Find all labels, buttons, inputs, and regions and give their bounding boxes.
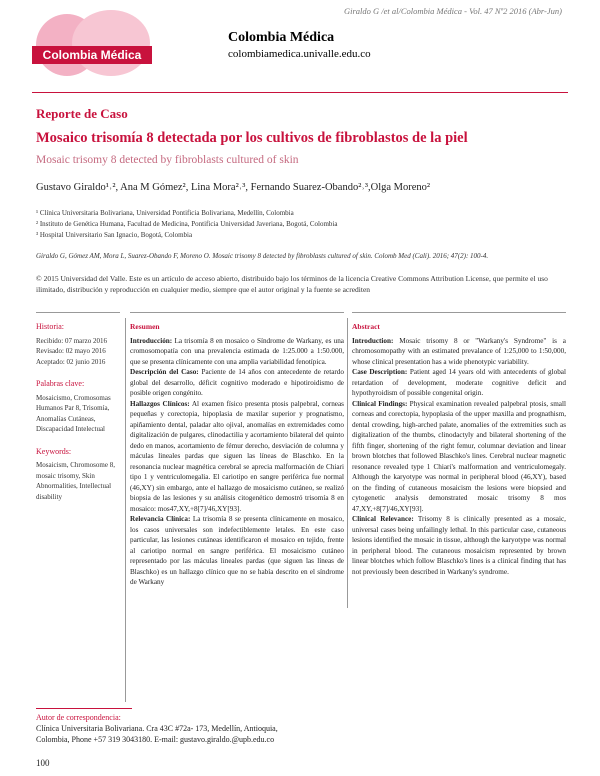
resumen-paragraph xyxy=(130,399,344,515)
abstract-column xyxy=(352,322,566,577)
citation: Giraldo G, Gómez AM, Mora L, Suarez-Obando F, Moreno O. Mosaic trisomy 8 detected by fibroblasts cultured of skin. Colomb Med (Cali). 2016; 47(2): 100-4. xyxy=(36,252,489,260)
history-revised: Revisado: 02 mayo 2016 xyxy=(36,347,106,355)
article-title-english: Mosaic trisomy 8 detected by fibroblasts cultured of skin xyxy=(36,154,299,166)
abstract-heading: Abstract xyxy=(352,322,380,331)
keywords-es-heading: Palabras clave: xyxy=(36,379,85,388)
affiliations xyxy=(36,208,337,241)
correspondence-heading: Autor de correspondencia: xyxy=(36,713,121,722)
paragraph-text: Al examen físico presenta ptosis palpebral, corneas pequeñas y corectopia, hipoplasia de maxilar superior y prognatismo, apiñamiento dental, paladar alto ojival, anomalías en extremidades como digitalización de pulgares, clinodactilia y acortamiento bilateral del quinto dedo en manos, acortamiento de fémur derecho, desviación de columna y máculas lineales pardas que siguen las líneas de Blaschko. En la resonancia nuclear magnética cerebral se aprecia malformación de Chiari tipo 1 y ventriculomegalia. El cariotipo en sangre periférica fue normal (46,XY) sin embargo, ante el hallazgo de mosaicismo cutáneo, se realizó biopsia de las lesiones y su análisis citogenético demostró trisomía 8 en mosaico: mos47,XY,+8[7]/46,XY[93]. xyxy=(130,399,344,513)
resumen-paragraph xyxy=(130,367,344,399)
paragraph-label: Clinical Relevance: xyxy=(352,515,414,523)
resumen-heading: Resumen xyxy=(130,322,160,331)
license-text: © 2015 Universidad del Valle. Este es un artículo de acceso abierto, distribuido bajo los términos de la licencia Creative Commons Attribution License, que permite el uso ilimitado, distribución y reproducción en cualquier medio, siempre que el autor original y la fuente se acrediten xyxy=(36,274,548,294)
paragraph-text: Paciente de 14 años con antecedente de retardo global del desarrollo, déficit cognitivo moderado e hipotiroidismo de posible origen congénito. xyxy=(130,368,344,397)
paragraph-label: Introduction: xyxy=(352,336,394,345)
affiliation-2: ² Instituto de Genética Humana, Facultad de Medicina, Pontificia Universidad Javeriana, Bogotá, Colombia xyxy=(36,220,338,228)
correspondence-contact: Colombia, Phone +57 319 3043180. E-mail: gustavo.giraldo.@upb.edu.co xyxy=(36,735,275,744)
column-divider-left xyxy=(125,318,126,702)
abstract-rule xyxy=(352,312,566,313)
page-number: 100 xyxy=(36,758,50,768)
affiliation-1: ¹ Clínica Universitaria Bolivariana, Universidad Pontificia Bolivariana, Medellín, Colombia xyxy=(36,209,294,217)
article-sidebar xyxy=(36,322,122,514)
history-accepted: Aceptado: 02 junio 2016 xyxy=(36,357,106,366)
paragraph-label: Descripción del Caso: xyxy=(130,368,199,376)
paragraph-text: La trisomía 8 se presenta clínicamente en mosaico, los casos universales son indefectiblemente letales. En este caso particular, las lesiones cutáneas identificaron el mosaico en tejido, frente al cariotipo normal en sangre periférica. El mosaicismo cutáneo representado por las máculas lineales pardas (que siguen las líneas de Blaschko) es un hallazgo clínico que no se había descrito en el síndrome de Warkany xyxy=(130,515,344,586)
logo-text: Colombia Médica xyxy=(32,46,152,64)
abstract-paragraph xyxy=(352,367,566,399)
header-divider xyxy=(32,92,568,93)
journal-name: Colombia Médica xyxy=(228,30,335,45)
abstract-paragraph xyxy=(352,514,566,577)
correspondence-block xyxy=(36,712,336,745)
history-heading: Historia: xyxy=(36,322,64,331)
paragraph-label: Hallazgos Clínicos: xyxy=(130,399,190,408)
abstract-paragraph xyxy=(352,399,566,515)
paragraph-text: La trisomía 8 en mosaico o Síndrome de Warkany, es una cromosomopatía con una prevalencia estimada de 1:25.000 a 1:50.000, que se presenta clínicamente con una amplia variabilidad fenotípica. xyxy=(130,336,344,366)
journal-info xyxy=(228,30,371,60)
article-title: Mosaico trisomía 8 detectada por los cultivos de fibroblastos de la piel xyxy=(36,130,468,146)
logo-circle-right xyxy=(72,10,150,76)
correspondence-address: Clínica Universitaria Bolivariana. Cra 43C #72a- 173, Medellín, Antioquia, xyxy=(36,724,278,733)
resumen-paragraph xyxy=(130,336,344,368)
paragraph-label: Relevancia Clínica: xyxy=(130,515,191,523)
sidebar-rule xyxy=(36,312,120,313)
keywords-en-text: Mosaicism, Chromosome 8, mosaic trisomy, Skin Abnormalities, Intellectual disability xyxy=(36,461,115,501)
author-list: Gustavo Giraldo¹˒², Ana M Gómez², Lina Mora²˒³, Fernando Suarez-Obando²˒³,Olga Moreno² xyxy=(36,182,431,193)
paragraph-text: Mosaic trisomy 8 or "Warkany's Syndrome" is a chromosomopathy with an estimated prevalance of 1:25,000 to 1:50,000, whose clinical presentation has a wide phenotypic variability. xyxy=(352,336,566,366)
resumen-column xyxy=(130,322,344,588)
correspondence-rule xyxy=(36,708,132,709)
history-received: Recibido: 07 marzo 2016 xyxy=(36,336,107,345)
paragraph-label: Case Description: xyxy=(352,368,408,376)
keywords-en-heading: Keywords: xyxy=(36,446,72,456)
paragraph-label: Introducción: xyxy=(130,336,173,345)
journal-url[interactable]: colombiamedica.univalle.edu.co xyxy=(228,48,371,60)
paragraph-text: Trisomy 8 is clinically presented as a mosaic, universal cases being unfailingly lethal. In this particular case, cutaneous lesions identified the mosaic in tissue, although the karyotype was normal in peripheral blood. The cutaneous mosaicism represented by brown linear blotches which follow Blaschko's lines is a clinical finding that has not previously been described in Warkany's syndrome. xyxy=(352,515,566,576)
keywords-es-text: Mosaicismo, Cromosomas Humanos Par 8, Trisomía, Anomalías Cutáneas, Discapacidad Intelectual xyxy=(36,393,111,433)
paragraph-text: Patient aged 14 years old with antecedents of global retardation of development, moderate cognitive deficit and hypothyroidism of possible congenital origin. xyxy=(352,368,566,397)
journal-logo xyxy=(32,10,152,80)
keywords-en-block xyxy=(36,447,122,503)
keywords-es-block xyxy=(36,379,122,435)
paragraph-text: Physical examination revealed palpebral ptosis, small corneas and corectopia, hypoplasia of the upper maxilla and prognathism, dental crowding, high-arched palate, anomalies of the extremities such as digitalization of the thumbs, clinodactyly and bilateral shortening of the fifth finger, shortening of the right femur, columnar deviation and linear brown blotches that followed Blaschko's lines. Cerebral nuclear magnetic resonance revealed type 1 Chiari's malformation and ventriculomegaly. Although the karyotype was normal in peripheral blood (46,XY), based on the finding of cutaneous mosaicism the lesions were biopsied and cytogenetic analysis demonstrated mosaic trisomy 8 mos 47,XY,+8[7]/46,XY[93]. xyxy=(352,399,566,513)
running-head: Giraldo G /et al/Colombia Médica - Vol. 47 Nº2 2016 (Abr-Jun) xyxy=(343,6,562,16)
paragraph-label: Clinical Findings: xyxy=(352,399,408,408)
abstract-paragraph xyxy=(352,336,566,368)
column-divider-right xyxy=(347,318,348,608)
history-block xyxy=(36,322,122,367)
affiliation-3: ³ Hospital Universitario San Ignacio, Bogotá, Colombia xyxy=(36,231,193,239)
section-type: Reporte de Caso xyxy=(36,106,128,121)
resumen-paragraph xyxy=(130,514,344,588)
resumen-rule xyxy=(130,312,344,313)
